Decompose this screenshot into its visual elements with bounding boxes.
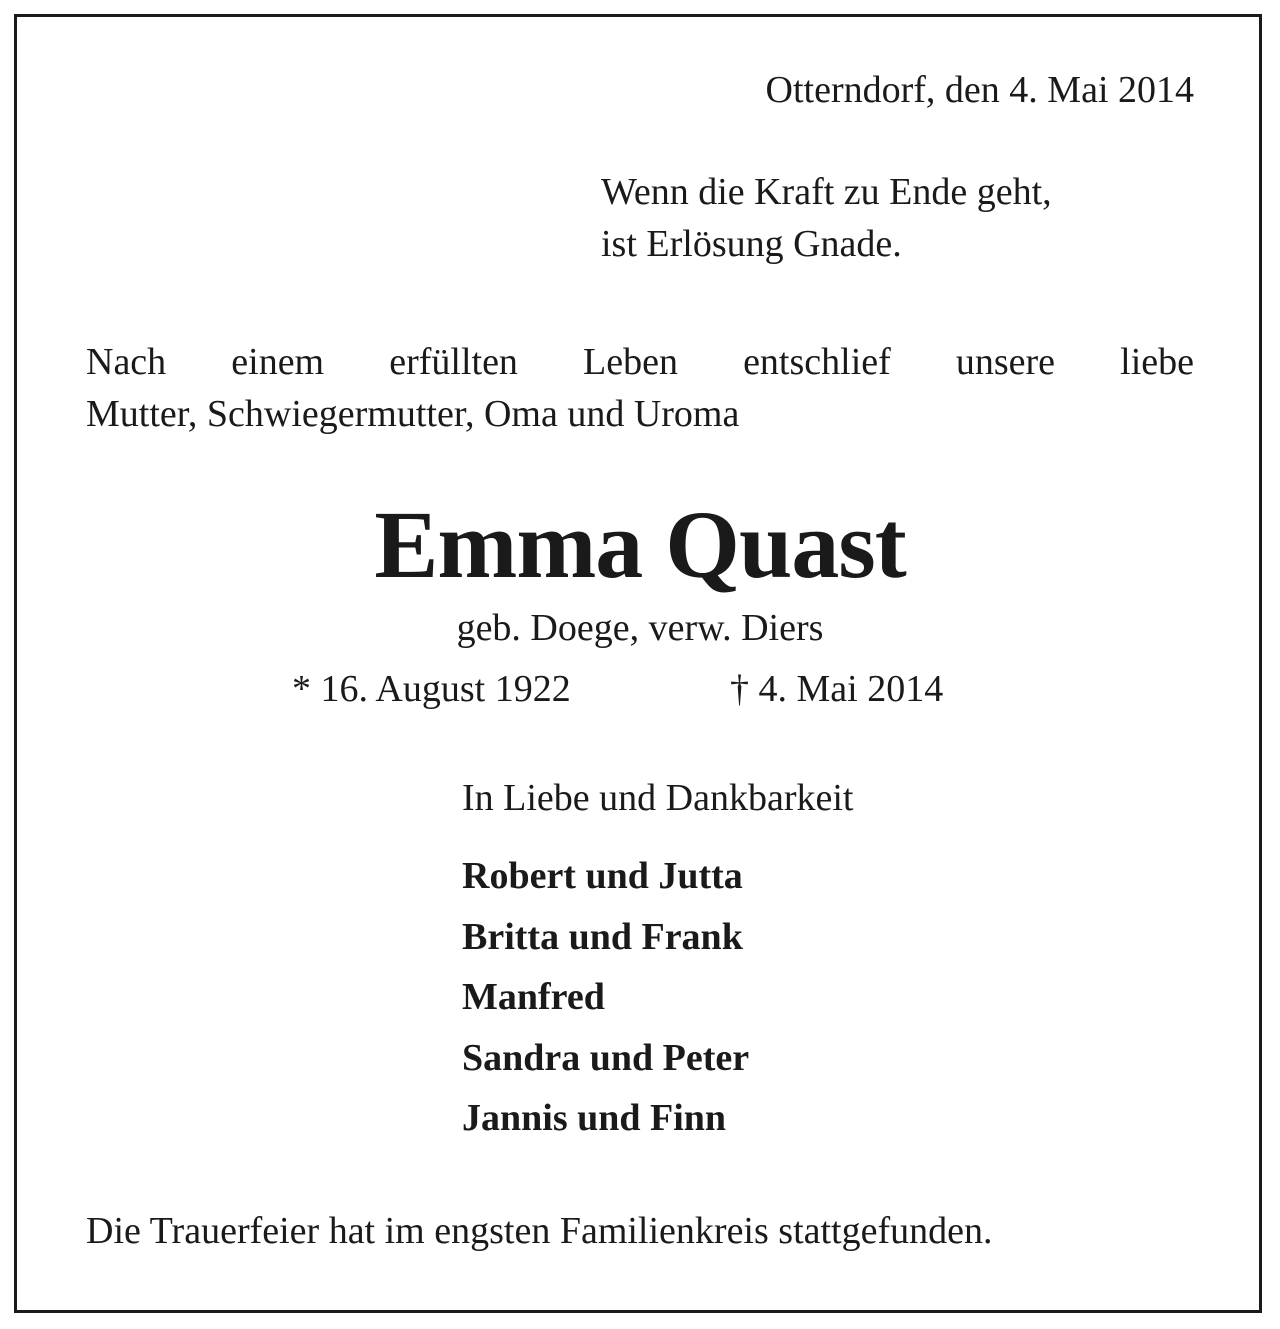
thanks-line: In Liebe und Dankbarkeit <box>462 777 854 819</box>
family-member: Britta und Frank <box>462 915 743 958</box>
family-list <box>462 846 749 1149</box>
ceremony-note: Die Trauerfeier hat im engsten Familienkreis stattgefunden. <box>86 1210 993 1252</box>
family-member: Sandra und Peter <box>462 1036 750 1079</box>
place-date: Otterndorf, den 4. Mai 2014 <box>765 69 1194 111</box>
intro-line-1: Nach einem erfüllten Leben entschlief unsere liebe <box>86 341 1194 383</box>
family-member: Jannis und Finn <box>462 1097 727 1139</box>
intro-paragraph <box>86 336 1194 440</box>
birth-date: * 16. August 1922 <box>292 668 571 710</box>
family-member: Manfred <box>462 976 605 1018</box>
intro-line-2: Mutter, Schwiegermutter, Oma und Uroma <box>86 393 740 435</box>
motto-line-1: Wenn die Kraft zu Ende geht, <box>601 171 1052 213</box>
maiden-names: geb. Doege, verw. Diers <box>456 607 824 649</box>
motto-quote <box>601 166 1052 270</box>
deceased-name: Emma Quast <box>374 491 906 598</box>
death-date: † 4. Mai 2014 <box>730 668 944 710</box>
motto-line-2: ist Erlösung Gnade. <box>601 223 902 265</box>
family-member: Robert und Jutta <box>462 855 743 897</box>
